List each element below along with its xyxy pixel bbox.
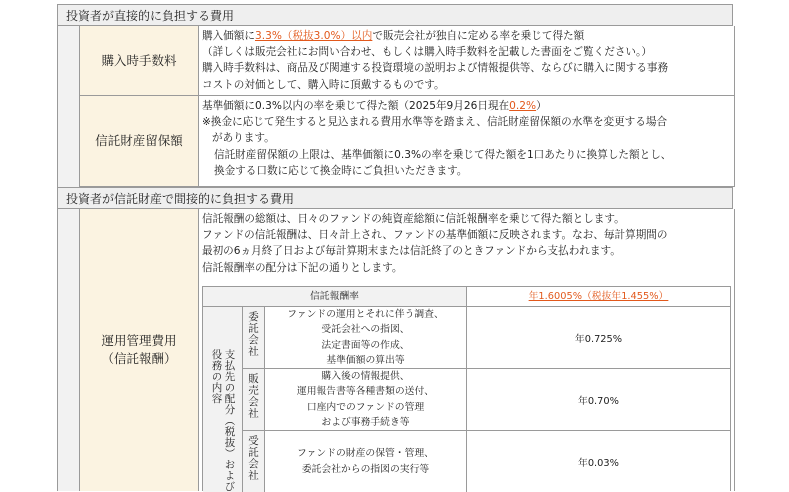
allocation-vertical-label: 支払先の配分（税抜）および役務の内容 bbox=[210, 349, 236, 492]
management-fee-line2: ファンドの信託報酬は、日々計上され、ファンドの基準価額に反映されます。なお、毎計算期間の bbox=[202, 229, 668, 242]
trust-reserve-line1-pre: 基準価額に0.3%以内の率を乗じて得た額（2025年9月26日現在 bbox=[202, 100, 510, 112]
section-header-direct: 投資者が直接的に負担する費用 bbox=[57, 4, 733, 26]
fee-rate-header-label: 信託報酬率 bbox=[203, 287, 467, 307]
trust-reserve-line2: ※換金に応じて発生すると見込まれる費用水準等を踏まえ、信託財産留保額の水準を変更する場合 bbox=[202, 116, 668, 129]
trust-reserve-line3: があります。 bbox=[212, 132, 275, 145]
management-fee-label bbox=[80, 209, 199, 491]
trust-reserve-label: 信託財産留保額 bbox=[80, 96, 199, 187]
service-desc-line: 購入後の情報提供、 bbox=[321, 370, 410, 382]
payee-trustee: 受託会社 bbox=[247, 435, 259, 481]
service-desc-line: 基準価額の算出等 bbox=[326, 354, 405, 366]
service-desc-line: 委託会社からの指図の実行等 bbox=[301, 463, 430, 475]
trust-reserve-line1 bbox=[202, 98, 734, 114]
service-desc-trustee bbox=[265, 431, 467, 492]
management-fee-line1: 信託報酬の総額は、日々のファンドの純資産総額に信託報酬率を乗じて得た額とします。 bbox=[202, 213, 625, 225]
management-fee-label-line2: （信託報酬） bbox=[101, 351, 177, 366]
trust-reserve-line1-post: ） bbox=[536, 100, 547, 112]
section-header-indirect: 投資者が信託財産で間接的に負担する費用 bbox=[57, 187, 733, 209]
fee-rate-header-value bbox=[467, 287, 730, 307]
fee-allocation-table bbox=[202, 286, 731, 491]
rate-trustee: 年0.03% bbox=[578, 457, 619, 469]
management-fee-line4: 信託報酬率の配分は下記の通りとします。 bbox=[202, 261, 403, 274]
allocation-vertical-label-cell bbox=[203, 307, 243, 492]
purchase-fee-line1 bbox=[202, 28, 734, 44]
service-desc-line: 法定書面等の作成、 bbox=[321, 339, 410, 351]
service-desc-line: 受託会社への指図、 bbox=[321, 324, 410, 336]
rate-trustor: 年0.725% bbox=[467, 307, 730, 369]
payee-distributor: 販売会社 bbox=[247, 373, 259, 419]
rate-distributor: 年0.70% bbox=[467, 369, 730, 431]
service-desc-distributor bbox=[265, 369, 467, 431]
service-desc-line: および事務手続き等 bbox=[321, 416, 410, 428]
service-desc-line: ファンドの財産の保管・管理、 bbox=[297, 448, 434, 460]
trust-reserve-line4: 信託財産留保額の上限は、基準価額に0.3%の率を乗じて得た額を1口あたりに換算した額とし、 bbox=[214, 148, 672, 161]
payee-cell-trustor bbox=[243, 307, 265, 369]
payee-cell-trustee bbox=[243, 431, 265, 492]
purchase-fee-line1-post: で販売会社が独自に定める率を乗じて得た額 bbox=[372, 30, 585, 42]
fee-rate-total: 年1.6005%（税抜年1.455%） bbox=[528, 291, 669, 302]
management-fee-label-line1: 運用管理費用 bbox=[101, 333, 177, 348]
purchase-fee-line1-pre: 購入価額に bbox=[202, 30, 255, 42]
trust-reserve-content bbox=[199, 96, 735, 187]
purchase-fee-line2: （詳しくは販売会社にお問い合わせ、もしくは購入時手数料を記載した書面をご覧ください。） bbox=[202, 46, 652, 59]
purchase-fee-line4: コストの対価として、購入時に頂戴するものです。 bbox=[202, 78, 445, 91]
indent-column-direct bbox=[57, 26, 80, 187]
purchase-fee-content bbox=[199, 26, 735, 96]
purchase-fee-label: 購入時手数料 bbox=[80, 26, 199, 96]
indent-column-indirect bbox=[57, 209, 80, 491]
payee-cell-distributor bbox=[243, 369, 265, 431]
trust-reserve-rate: 0.2% bbox=[509, 100, 537, 112]
purchase-fee-line3: 購入時手数料は、商品及び関連する投資環境の説明および情報提供等、ならびに購入に関する事務 bbox=[202, 62, 669, 75]
purchase-fee-rate: 3.3%（税抜3.0%）以内 bbox=[254, 30, 373, 42]
service-desc-line: ファンドの運用とそれに伴う調査、 bbox=[287, 308, 444, 320]
service-desc-line: 口座内でのファンドの管理 bbox=[306, 401, 425, 413]
service-desc-trustor bbox=[265, 307, 467, 369]
payee-trustor: 委託会社 bbox=[247, 311, 259, 357]
service-desc-line: 運用報告書等各種書類の送付、 bbox=[296, 386, 435, 398]
management-fee-line3: 最初の6ヵ月終了日および毎計算期末または信託終了のときファンドから支払われます。 bbox=[202, 245, 621, 258]
trust-reserve-line5: 換金する口数に応じて換金時にご負担いただきます。 bbox=[214, 164, 468, 177]
